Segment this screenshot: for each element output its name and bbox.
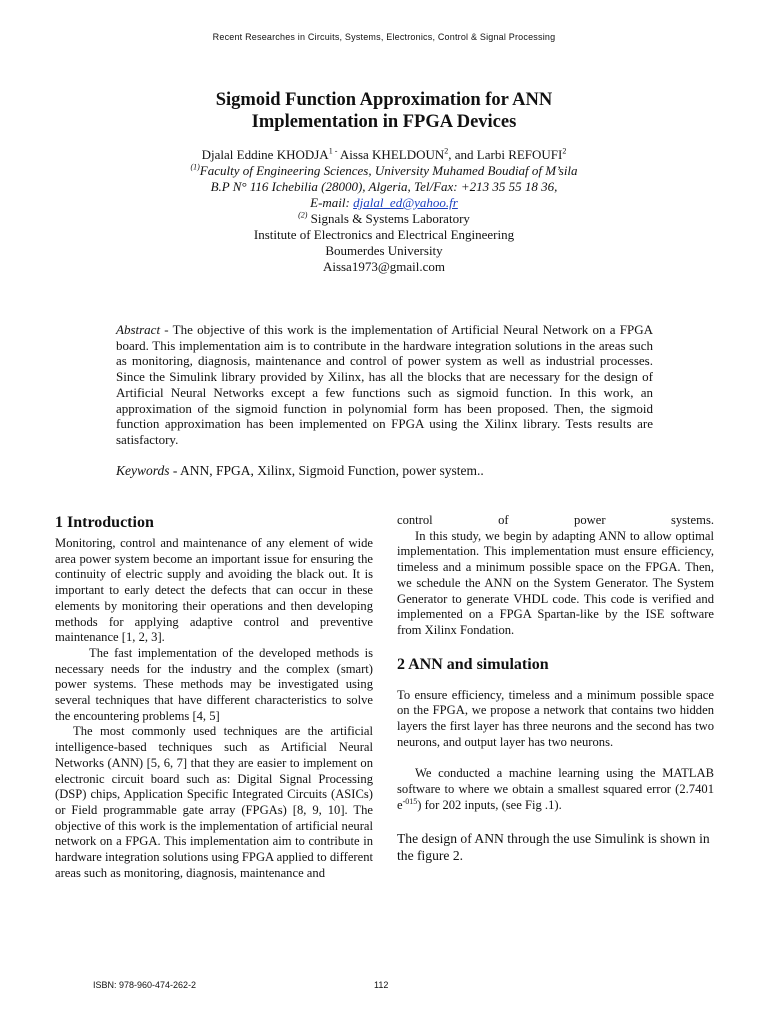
- author-block: [0, 147, 768, 275]
- author-2: Aissa KHELDOUN: [337, 147, 445, 162]
- section-2-p2-post: ) for 202 inputs, (see Fig .1).: [417, 797, 562, 812]
- section-2-paragraph-1: To ensure efficiency, timeless and a minimum possible space on the FPGA, we propose a network that contains two hidden layers the first layer has three neurons and the second has two neurons, and output layer has two neurons.: [397, 687, 714, 749]
- email-link[interactable]: djalal_ed@yahoo.fr: [353, 195, 458, 210]
- affiliation-2-marker: (2): [298, 210, 308, 220]
- continued-text: control of power systems.: [397, 513, 714, 527]
- section-2-paragraph-3: The design of ANN through the use Simulink is shown in the figure 2.: [397, 830, 710, 863]
- section-2-p2-sup: -015: [402, 796, 418, 806]
- journal-header: Recent Researches in Circuits, Systems, Electronics, Control & Signal Processing: [212, 32, 556, 42]
- author-3-sup: 2: [562, 146, 567, 156]
- paper-title: [0, 89, 768, 133]
- intro-paragraph-1: Monitoring, control and maintenance of any element of wide area power system become an important issue for ensuring the continuity of electric supply and avoiding the black out. It is important to early detect the defects that can occur in these elements by monitoring their operations and then developing methods for applying adaptive control and preventive maintenance [1, 2, 3].: [55, 536, 373, 645]
- keywords-text: - ANN, FPGA, Xilinx, Sigmoid Function, power system..: [169, 463, 484, 478]
- abstract-text: - The objective of this work is the implementation of Artificial Neural Network on a FPGA board. This implementation aim is to contribute in the hardware integration solutions in the areas such as monitoring, diagnosis, maintenance and control of power system as well as industrial processes. Since the Simulink library provided by Xilinx, has all the blocks that are necessary for the design of Artificial Neural Networks except a few functions such as sigmoid function. In this work, an approximation of the sigmoid function in polynomial form has been proposed. Then, the sigmoid function approximation has been implemented on FPGA using the Xilinx library. Tests results are satisfactory.: [116, 322, 653, 447]
- affiliation-2-line-1: [0, 211, 768, 227]
- affiliation-1-line-1: [0, 163, 768, 179]
- section-2-paragraph-2: [397, 766, 714, 813]
- abstract: [116, 322, 653, 448]
- section-2-p2-pre: We conducted a machine learning using the MATLAB software to where we obtain a smallest squared error (2.7401 e: [397, 766, 714, 812]
- author-line: [0, 147, 768, 163]
- email-label: E-mail:: [310, 195, 354, 210]
- keywords: [116, 463, 653, 479]
- title-line-2: Implementation in FPGA Devices: [251, 112, 517, 132]
- title-line-1: Sigmoid Function Approximation for ANN: [215, 90, 553, 110]
- section-1-heading: 1 Introduction: [55, 514, 154, 531]
- author-1-sup: 1 -: [328, 146, 338, 156]
- footer-isbn: ISBN: 978-960-474-262-2: [93, 980, 197, 990]
- intro-paragraph-3: The most commonly used techniques are the artificial intelligence-based techniques such as Artificial Neural Networks (ANN) [5, 6, 7] that they are easier to implement on electronic circuit board such as: Digital Signal Processing (DSP) chips, Application Specific Integrated Circuits (ASICs) or Field programmable gate array (FPGAs) [8, 9, 10]. The objective of this work is the implementation of artificial neural network on a FPGA. This implementation aim to contribute in hardware integration solutions using FPGA applied to different areas such as monitoring, diagnosis, maintenance and: [55, 724, 373, 880]
- keywords-label: Keywords: [116, 463, 170, 478]
- affiliation-1-line-2: B.P N° 116 Ichebilia (28000), Algeria, Tel/Fax: +213 35 55 18 36,: [210, 179, 558, 194]
- author-3: , and Larbi REFOUFI: [448, 147, 563, 162]
- affiliation-1-name: Faculty of Engineering Sciences, University Muhamed Boudiaf of M’sila: [199, 163, 578, 178]
- affiliation-2-email: Aissa1973@gmail.com: [322, 259, 446, 274]
- affiliation-2-name: Signals & Systems Laboratory: [307, 211, 470, 226]
- author-2-sup: 2: [444, 146, 449, 156]
- author-1: Djalal Eddine KHODJA: [201, 147, 329, 162]
- abstract-label: Abstract: [116, 322, 161, 337]
- section-2-heading: 2 ANN and simulation: [397, 655, 549, 673]
- affiliation-2-line-3: Boumerdes University: [325, 243, 443, 258]
- intro-paragraph-4: In this study, we begin by adapting ANN to allow optimal implementation. This implementation must ensure efficiency, timeless and a minimum possible space on the FPGA. Then, we schedule the ANN on the System Generator. The System Generator to generate VHDL code. This code is verified and implemented on a FPGA Spartan-like by the ISE software from Xilinx Fondation.: [397, 528, 714, 637]
- footer-page-number: 112: [374, 980, 389, 990]
- affiliation-1-email-line: [0, 195, 768, 211]
- affiliation-1-marker: (1): [190, 162, 200, 172]
- left-column: [55, 513, 373, 881]
- affiliation-2-line-2: Institute of Electronics and Electrical Engineering: [253, 227, 515, 242]
- intro-paragraph-2: The fast implementation of the developed methods is necessary needs for the industry and the complex (smart) power systems. These methods may be investigated using several techniques that have different characteristics to solve the encountering problems [4, 5]: [55, 645, 373, 723]
- right-column: [397, 513, 714, 864]
